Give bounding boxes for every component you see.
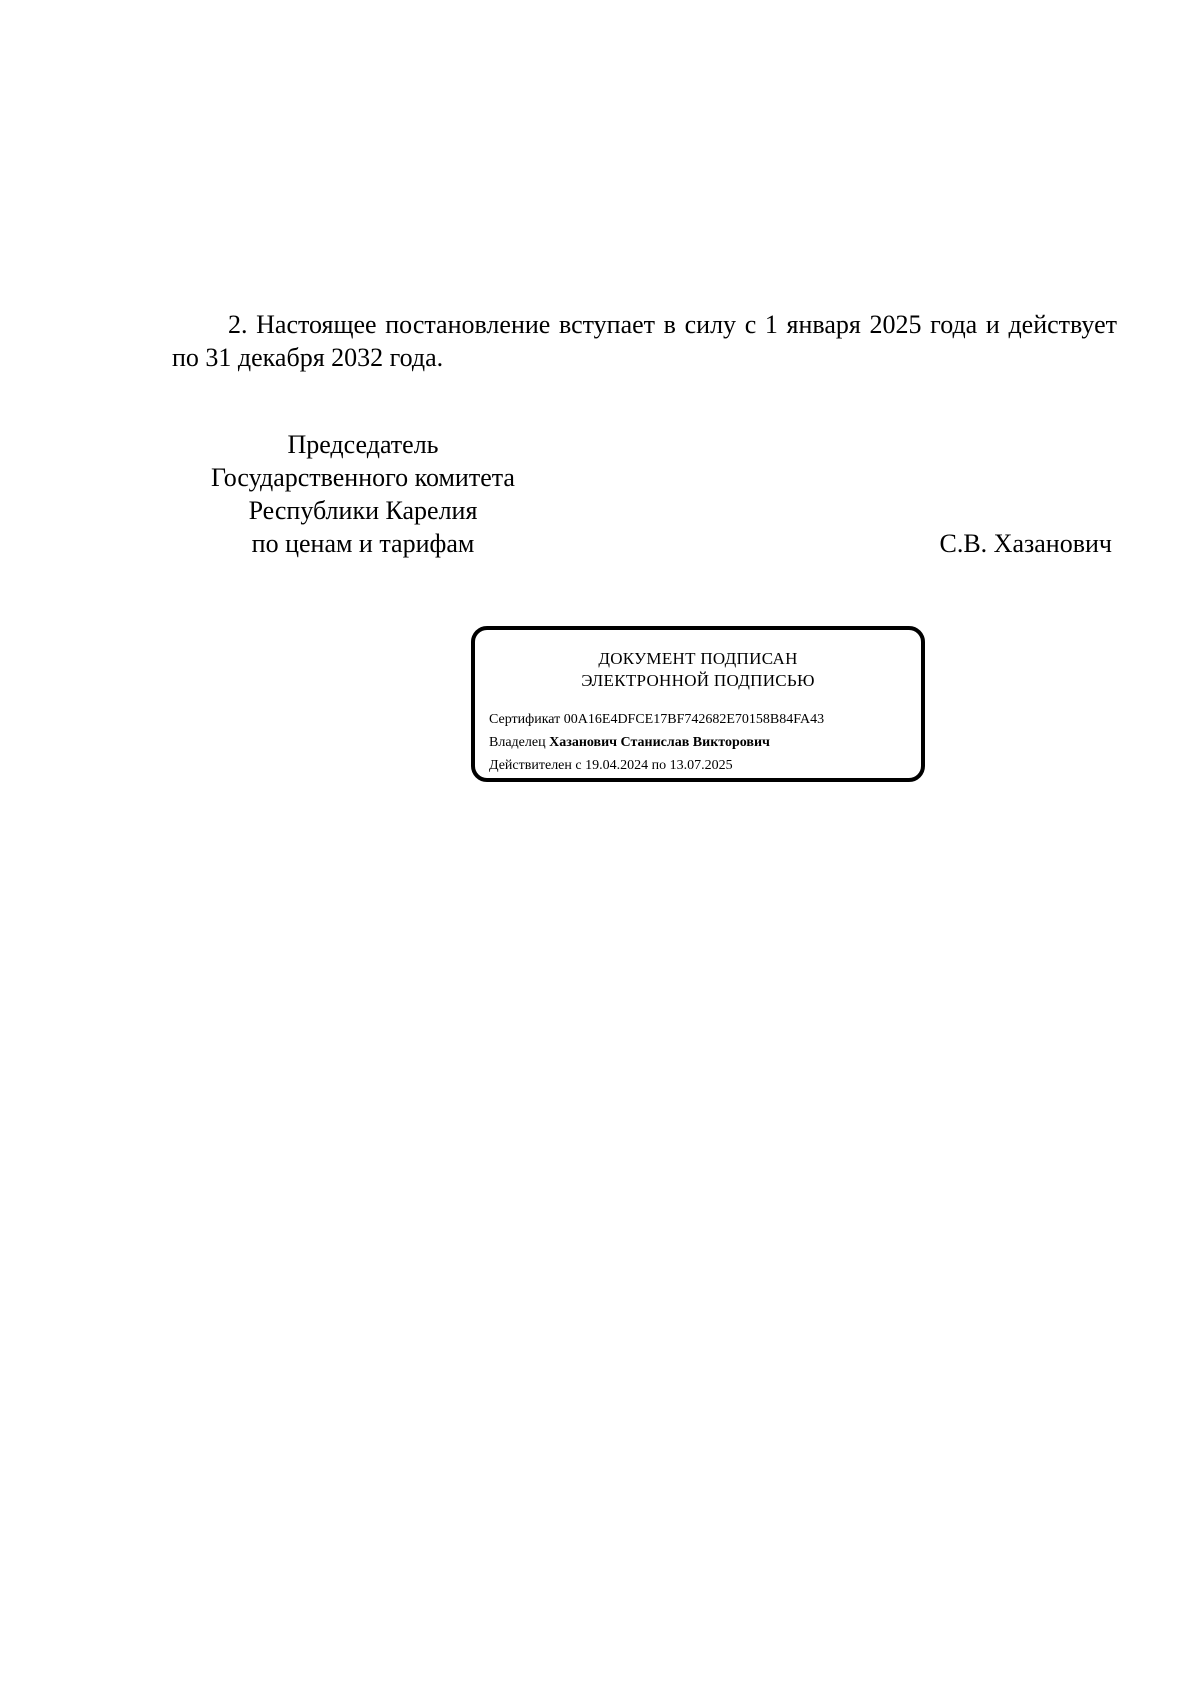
stamp-owner-line <box>489 731 907 754</box>
position-line-2: Государственного комитета <box>211 463 515 492</box>
stamp-details <box>489 708 907 777</box>
stamp-validity-line <box>489 754 907 777</box>
valid-label: Действителен <box>489 758 572 773</box>
certificate-value: 00A16E4DFCE17BF742682E70158B84FA43 <box>563 712 825 727</box>
clause-2-text: 2. Настоящее постановление вступает в силу с 1 января 2025 года и действует по 31 декабря 2032 года. <box>172 310 1117 372</box>
valid-to-label: по <box>651 758 667 773</box>
owner-value: Хазанович Станислав Викторович <box>549 735 770 750</box>
clause-2-paragraph <box>172 308 1117 374</box>
signatory-name: С.В. Хазанович <box>939 529 1112 558</box>
stamp-title-line-1: ДОКУМЕНТ ПОДПИСАН <box>598 649 798 668</box>
valid-to-date: 13.07.2025 <box>669 758 733 773</box>
position-line-1: Председатель <box>287 430 439 459</box>
position-line-4: по ценам и тарифам <box>251 529 475 558</box>
signatory-position <box>178 428 548 560</box>
valid-from-label: с <box>575 758 582 773</box>
owner-label: Владелец <box>489 735 546 750</box>
position-line-3: Республики Карелия <box>248 496 478 525</box>
certificate-label: Сертификат <box>489 712 561 727</box>
electronic-signature-stamp <box>471 626 925 782</box>
stamp-certificate-line <box>489 708 907 731</box>
stamp-title-line-2: ЭЛЕКТРОННОЙ ПОДПИСЬЮ <box>581 671 815 690</box>
valid-from-date: 19.04.2024 <box>585 758 649 773</box>
